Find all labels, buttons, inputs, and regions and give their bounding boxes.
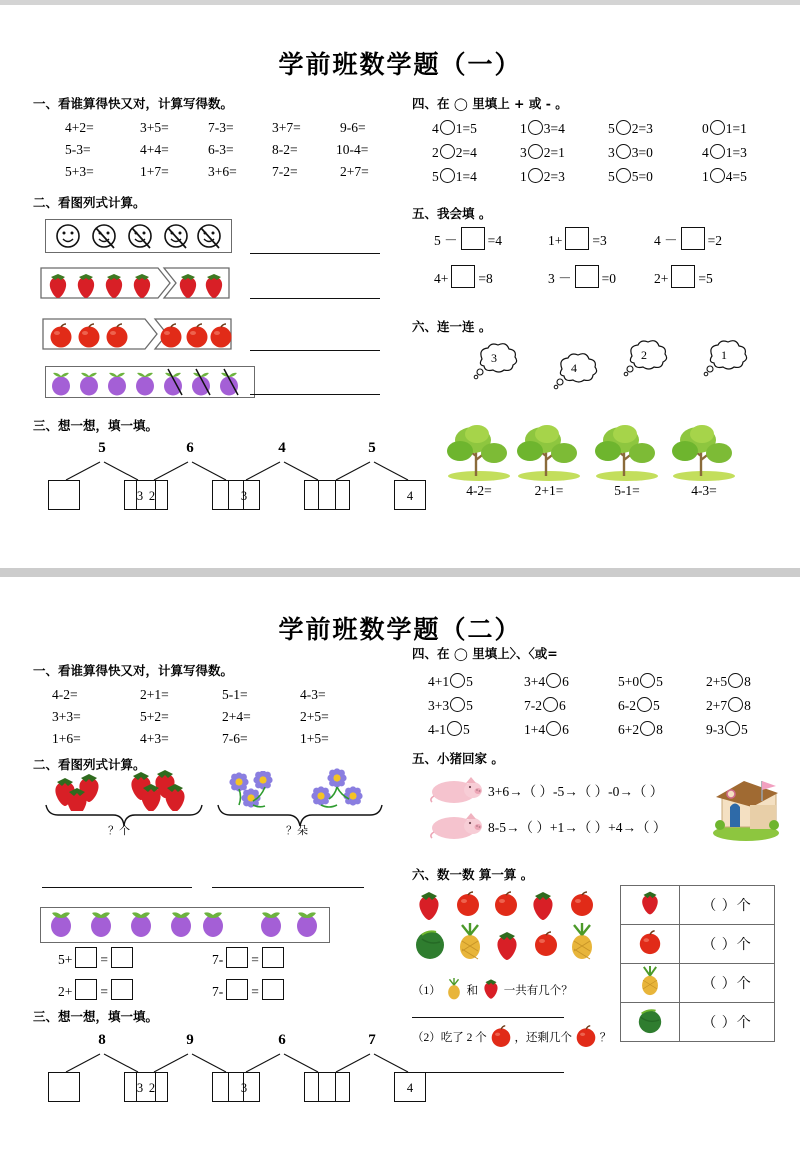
section-heading-2-5: 五、小猪回家 。 xyxy=(412,751,504,766)
circle-op-r2-c4[interactable]: 4 1=3 xyxy=(702,145,747,160)
circle-op-r1-c2[interactable]: 1 3=4 xyxy=(520,121,565,136)
answer-line-1-2-2[interactable] xyxy=(250,298,380,299)
answer-box[interactable] xyxy=(75,979,97,1000)
eggplant-eq-r2-c2[interactable]: 7- = xyxy=(212,979,287,1000)
table-row xyxy=(621,925,775,964)
section-heading-1-4: 四、在 ◯ 里填上 + 或 - 。 xyxy=(412,96,568,111)
arith-2-1-r2-c4: 2+5= xyxy=(300,709,329,724)
answer-box[interactable] xyxy=(111,979,133,1000)
arith-1-1-r1-c3: 7-3= xyxy=(208,120,234,135)
answer-box[interactable] xyxy=(575,265,599,288)
picture-group-apples xyxy=(42,318,232,355)
table-icon-cell xyxy=(621,964,680,1003)
tree-label-2: 2+1= xyxy=(534,483,564,498)
apple-icon xyxy=(490,1025,512,1047)
answer-box[interactable] xyxy=(226,979,248,1000)
thought-cloud-4[interactable] xyxy=(700,340,748,385)
section-heading-1-1: 一、看谁算得快又对，计算写得数。 xyxy=(33,96,234,111)
arith-2-1-r3-c2: 4+3= xyxy=(140,731,169,746)
bond-total: 6 xyxy=(186,440,194,456)
answer-box[interactable] xyxy=(451,265,475,288)
pig-icon-1 xyxy=(428,775,482,810)
picture-group-eggplants xyxy=(45,366,255,398)
bond-right-box[interactable]: 3 xyxy=(124,480,156,510)
op-circle[interactable] xyxy=(710,144,725,159)
arith-2-1-r2-c1: 3+3= xyxy=(52,709,81,724)
arith-2-1-r1-c4: 4-3= xyxy=(300,687,326,702)
compare-circle[interactable] xyxy=(546,721,561,736)
picture-group-smileys xyxy=(45,219,232,253)
question-label-flowers: ？朵 xyxy=(286,825,308,837)
worksheet-page-1 xyxy=(0,5,800,568)
section-heading-1-3: 三、想一想，填一填。 xyxy=(33,418,159,433)
op-circle[interactable] xyxy=(528,168,543,183)
picture-group-strawberries xyxy=(40,267,230,304)
compare-r2-c4[interactable]: 2+7 8 xyxy=(706,698,751,713)
compare-circle[interactable] xyxy=(728,697,743,712)
question-1-line: （1） 和 一共有几个？ xyxy=(412,978,573,1000)
tree-label-3: 5-1= xyxy=(614,483,640,498)
smiley-row-svg xyxy=(46,220,231,252)
arith-1-1-r1-c1: 4+2= xyxy=(65,120,94,135)
tree-icon-3[interactable] xyxy=(588,420,666,487)
compare-r3-c1[interactable]: 4-1 5 xyxy=(428,722,470,737)
page-title-1: 学前班数学题（一） xyxy=(278,52,522,79)
answer-line-2-2-2[interactable] xyxy=(212,887,364,888)
fill-box-r1-c1[interactable]: 5 － =4 xyxy=(434,227,502,250)
section-heading-2-4: 四、在 ◯ 里填上〉、〈或= xyxy=(412,646,558,661)
number-bond-4 xyxy=(312,440,432,510)
tree-icon-1[interactable] xyxy=(440,420,518,487)
bond-total: 8 xyxy=(98,1032,106,1048)
answer-box[interactable] xyxy=(681,227,705,250)
compare-circle[interactable] xyxy=(450,697,465,712)
eggplant-eq-r1-c1[interactable]: 5+ = xyxy=(58,947,136,968)
answer-box[interactable] xyxy=(262,979,284,1000)
answer-box[interactable] xyxy=(111,947,133,968)
arith-1-1-r2-c3: 6-3= xyxy=(208,142,234,157)
compare-circle[interactable] xyxy=(447,721,462,736)
bond-left-box[interactable] xyxy=(318,1072,350,1102)
circle-op-r1-c1[interactable]: 4 1=5 xyxy=(432,121,477,136)
compare-r3-c2[interactable]: 1+4 6 xyxy=(524,722,569,737)
arith-2-1-r2-c2: 5+2= xyxy=(140,709,169,724)
arith-1-1-r3-c3: 3+6= xyxy=(208,164,237,179)
tree-label-1: 4-2= xyxy=(466,483,492,498)
bond-left-box[interactable]: 2 xyxy=(136,480,168,510)
section-heading-1-5: 五、我会填 。 xyxy=(412,206,492,221)
op-circle[interactable] xyxy=(528,120,543,135)
compare-circle[interactable] xyxy=(450,673,465,688)
table-answer-cell[interactable]: （ ）个 xyxy=(680,1003,775,1042)
compare-circle[interactable] xyxy=(543,697,558,712)
question-label-strawberries: ？个 xyxy=(108,825,130,837)
answer-line-2-6-1[interactable] xyxy=(412,1017,564,1018)
picture-group-eggplants-2 xyxy=(40,907,330,943)
section-heading-2-2: 二、看图列式计算。 xyxy=(33,757,146,772)
watermelon-icon xyxy=(636,1006,664,1034)
thought-cloud-2[interactable] xyxy=(550,353,598,398)
eggplant-eq-r1-c2[interactable]: 7- = xyxy=(212,947,287,968)
table-icon-cell xyxy=(621,886,680,925)
op-circle[interactable] xyxy=(440,120,455,135)
tree-icon-4[interactable] xyxy=(665,420,743,487)
table-icon-cell xyxy=(621,1003,680,1042)
bond-right-box[interactable]: 4 xyxy=(394,480,426,510)
op-circle[interactable] xyxy=(440,144,455,159)
op-circle[interactable] xyxy=(710,120,725,135)
bond-total: 5 xyxy=(98,440,106,456)
op-circle[interactable] xyxy=(528,144,543,159)
section-heading-1-6: 六、连一连 。 xyxy=(412,319,492,334)
circle-op-r2-c3[interactable]: 3 3=0 xyxy=(608,145,653,160)
pig-path-row-1[interactable]: 3+6→（ ）-5→（ ）-0→（ ） xyxy=(488,784,664,799)
house-icon xyxy=(706,767,782,848)
arith-1-1-r2-c2: 4+4= xyxy=(140,142,169,157)
table-row xyxy=(621,1003,775,1042)
cloud-number: 1 xyxy=(721,348,727,362)
arith-1-1-r3-c4: 7-2= xyxy=(272,164,298,179)
answer-box[interactable] xyxy=(262,947,284,968)
tree-icon-2[interactable] xyxy=(510,420,588,487)
arith-2-1-r3-c1: 1+6= xyxy=(52,731,81,746)
arith-1-1-r3-c1: 5+3= xyxy=(65,164,94,179)
pig-path-row-2[interactable]: 8-5→（ ）+1→（ ）+4→（ ） xyxy=(488,820,667,835)
compare-r3-c3[interactable]: 6+2 8 xyxy=(618,722,663,737)
compare-circle[interactable] xyxy=(728,673,743,688)
arith-1-1-r1-c5: 9-6= xyxy=(340,120,366,135)
fill-box-r1-c3[interactable]: 4 － =2 xyxy=(654,227,722,250)
bond-total: 4 xyxy=(278,440,286,456)
op-circle[interactable] xyxy=(440,168,455,183)
answer-line-1-2-1[interactable] xyxy=(250,253,380,254)
page-separator xyxy=(0,568,800,577)
answer-line-1-2-3[interactable] xyxy=(250,350,380,351)
arith-1-1-r1-c2: 3+5= xyxy=(140,120,169,135)
table-answer-cell[interactable]: （ ）个 xyxy=(680,886,775,925)
apple-icon xyxy=(575,1025,597,1047)
answer-line-1-2-4[interactable] xyxy=(250,394,380,395)
circle-op-r2-c2[interactable]: 3 2=1 xyxy=(520,145,565,160)
answer-box[interactable] xyxy=(671,265,695,288)
compare-r2-c3[interactable]: 6-2 5 xyxy=(618,698,660,713)
bond-right-box[interactable]: 4 xyxy=(394,1072,426,1102)
table-row xyxy=(621,886,775,925)
fill-box-r2-c2[interactable]: 3 － =0 xyxy=(548,265,616,288)
compare-circle[interactable] xyxy=(546,673,561,688)
answer-line-2-2-1[interactable] xyxy=(42,887,192,888)
bond-left-box[interactable] xyxy=(48,1072,80,1102)
fill-box-r1-c2[interactable]: 1+ =3 xyxy=(548,227,607,250)
worksheet-page-2 xyxy=(0,577,800,1153)
arith-1-1-r3-c2: 1+7= xyxy=(140,164,169,179)
bond-left-box[interactable] xyxy=(318,480,350,510)
fill-box-r2-c1[interactable]: 4+ =8 xyxy=(434,265,493,288)
table-answer-cell[interactable]: （ ）个 xyxy=(680,925,775,964)
cloud-number: 3 xyxy=(491,351,497,365)
bond-right-box[interactable]: 3 xyxy=(124,1072,156,1102)
circle-op-r1-c4[interactable]: 0 1=1 xyxy=(702,121,747,136)
answer-line-2-6-2[interactable] xyxy=(412,1072,564,1073)
pig-icon-2 xyxy=(428,811,482,846)
cloud-number: 2 xyxy=(641,348,647,362)
arith-2-1-r2-c3: 2+4= xyxy=(222,709,251,724)
compare-r1-c2[interactable]: 3+4 6 xyxy=(524,674,569,689)
compare-r1-c1[interactable]: 4+1 5 xyxy=(428,674,473,689)
op-circle[interactable] xyxy=(616,168,631,183)
section-heading-2-3: 三、想一想，填一填。 xyxy=(33,1009,159,1024)
arith-2-1-r1-c3: 5-1= xyxy=(222,687,248,702)
circle-op-r3-c4[interactable]: 1 4=5 xyxy=(702,169,747,184)
fill-box-r2-c3[interactable]: 2+ =5 xyxy=(654,265,713,288)
compare-r2-c1[interactable]: 3+3 5 xyxy=(428,698,473,713)
compare-circle[interactable] xyxy=(637,697,652,712)
eggplant-eq-r2-c1[interactable]: 2+ = xyxy=(58,979,136,1000)
bond-total: 6 xyxy=(278,1032,286,1048)
arith-2-1-r1-c2: 2+1= xyxy=(140,687,169,702)
circle-op-r2-c1[interactable]: 2 2=4 xyxy=(432,145,477,160)
bond-total: 5 xyxy=(368,440,376,456)
fruit-count-grid xyxy=(414,887,604,972)
table-row xyxy=(621,964,775,1003)
strawberry-icon xyxy=(481,978,501,1000)
tree-label-4: 4-3= xyxy=(691,483,717,498)
bond-left-box[interactable]: 2 xyxy=(136,1072,168,1102)
compare-circle[interactable] xyxy=(640,721,655,736)
compare-r3-c4[interactable]: 9-3 5 xyxy=(706,722,748,737)
arith-1-1-r2-c1: 5-3= xyxy=(65,142,91,157)
apple-icon xyxy=(637,929,663,955)
thought-cloud-3[interactable] xyxy=(620,340,668,385)
fruit-count-table xyxy=(620,885,775,1042)
compare-r2-c2[interactable]: 7-2 6 xyxy=(524,698,566,713)
circle-op-r3-c3[interactable]: 5 5=0 xyxy=(608,169,653,184)
circle-op-r3-c2[interactable]: 1 2=3 xyxy=(520,169,565,184)
op-circle[interactable] xyxy=(616,144,631,159)
section-heading-2-1: 一、看谁算得快又对，计算写得数。 xyxy=(33,663,234,678)
compare-circle[interactable] xyxy=(725,721,740,736)
cloud-number: 4 xyxy=(571,361,577,375)
bond-total: 9 xyxy=(186,1032,194,1048)
answer-box[interactable] xyxy=(75,947,97,968)
op-circle[interactable] xyxy=(710,168,725,183)
question-2-line: （2）吃了 2 个 ，还剩几个 ？ xyxy=(412,1025,611,1047)
arith-2-1-r3-c3: 7-6= xyxy=(222,731,248,746)
section-heading-1-2: 二、看图列式计算。 xyxy=(33,195,146,210)
compare-circle[interactable] xyxy=(640,673,655,688)
bond-total: 7 xyxy=(368,1032,376,1048)
arith-2-1-r1-c1: 4-2= xyxy=(52,687,78,702)
answer-box[interactable] xyxy=(226,947,248,968)
section-heading-2-6: 六、数一数 算一算 。 xyxy=(412,867,534,882)
circle-op-r1-c3[interactable]: 5 2=3 xyxy=(608,121,653,136)
arith-1-1-r2-c4: 8-2= xyxy=(272,142,298,157)
bond-left-box[interactable]: 3 xyxy=(228,1072,260,1102)
table-icon-cell xyxy=(621,925,680,964)
arith-1-1-r1-c4: 3+7= xyxy=(272,120,301,135)
compare-r1-c4[interactable]: 2+5 8 xyxy=(706,674,751,689)
arith-2-1-r3-c4: 1+5= xyxy=(300,731,329,746)
pineapple-icon xyxy=(444,978,464,1000)
thought-cloud-1[interactable] xyxy=(470,343,518,388)
bond-left-box[interactable]: 3 xyxy=(228,480,260,510)
op-circle[interactable] xyxy=(616,120,631,135)
page-title-2: 学前班数学题（二） xyxy=(278,617,522,644)
arith-1-1-r2-c5: 10-4= xyxy=(336,142,369,157)
circle-op-r3-c1[interactable]: 5 1=4 xyxy=(432,169,477,184)
table-answer-cell[interactable]: （ ）个 xyxy=(680,964,775,1003)
compare-r1-c3[interactable]: 5+0 5 xyxy=(618,674,663,689)
answer-box[interactable] xyxy=(461,227,485,250)
bond-left-box[interactable] xyxy=(48,480,80,510)
arith-1-1-r3-c5: 2+7= xyxy=(340,164,369,179)
strawberry-icon xyxy=(637,890,663,916)
answer-box[interactable] xyxy=(565,227,589,250)
pineapple-icon xyxy=(637,966,663,996)
